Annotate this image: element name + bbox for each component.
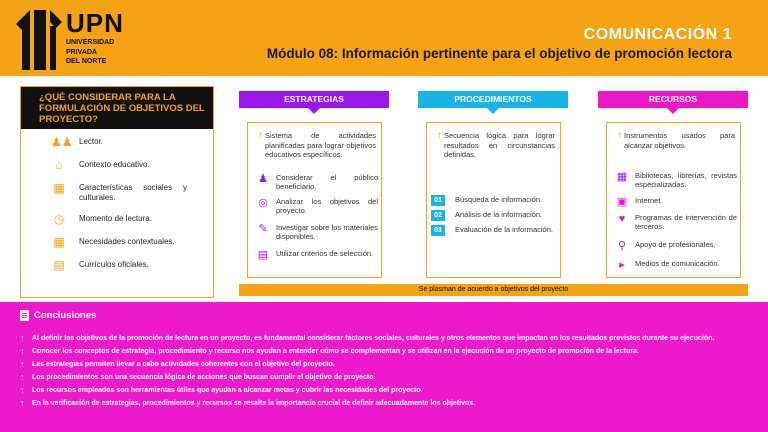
library-icon: ▦ — [616, 171, 628, 183]
conclusions-panel — [0, 302, 768, 432]
list-item: ◎ Analizar los objetivos del proyecto. — [256, 197, 378, 215]
logo-wordmark: UPN — [66, 8, 124, 38]
resources-intro: ↑ Instrumentos usados para alcanzar objetivos. — [617, 130, 735, 150]
arrow-up-icon: ↑ — [617, 130, 622, 141]
list-item: ♟ Considerar el público beneficiario. — [256, 173, 378, 191]
step-number: 02 — [431, 210, 445, 221]
procedures-panel — [426, 122, 561, 278]
step-number: 03 — [431, 225, 445, 236]
checklist-icon: ▤ — [257, 249, 269, 261]
upn-logo-mark-icon — [16, 10, 62, 70]
strategies-panel — [247, 122, 382, 278]
conclusions-list — [20, 334, 760, 412]
list-item: ▣ Internet. — [616, 196, 663, 208]
list-item: 01 Búsqueda de información. — [431, 195, 557, 206]
procedures-intro: ↑ Secuencia lógica para lograr resultados en circunstancias definidas. — [437, 130, 555, 159]
book-icon: ▤ — [53, 258, 65, 272]
list-item: ▦ Necesidades contextuales. — [21, 235, 213, 249]
list-item: ▸ Medios de comunicación. — [615, 259, 737, 271]
resources-panel — [606, 122, 741, 278]
module-title: Módulo 08: Información pertinente para el objetivo de promoción lectora — [266, 46, 732, 61]
buildings-icon: ▦ — [53, 181, 65, 195]
step-number: 01 — [431, 195, 445, 206]
header-banner — [0, 0, 768, 76]
list-item: ▦ Bibliotecas, librerías, revistas especializadas. — [616, 171, 737, 189]
hand-heart-icon: ♥ — [618, 213, 626, 225]
list-item: ✎ Investigar sobre los materiales disponibles. — [256, 223, 378, 241]
list-item: ⚲ Apoyo de profesionales. — [615, 240, 737, 252]
conclusions-heading: Conclusiones — [20, 310, 96, 321]
list-item: ♥ Programas de intervención de terceros. — [615, 213, 737, 231]
list-item: ◷ Momento de lectura. — [21, 212, 213, 226]
list-item: ↑ En la verificación de estrategias, procedimientos y recursos se resalta la importancia crucial de definir adecuadamente los objetivos. — [20, 398, 476, 408]
list-item: ↑ Al definir los objetivos de la promoción de lectura en un proyecto, es fundamental considerar factores sociales, culturales y otros elementos que impactan en los resultados previstos durante su ejecución. — [20, 333, 715, 343]
considerations-panel — [20, 86, 214, 298]
document-icon — [20, 310, 29, 321]
arrow-up-icon: ↑ — [20, 385, 25, 395]
strategies-intro: ↑ Sistema de actividades planificadas para lograr objetivos educativos específicos. — [258, 130, 376, 159]
resources-title: RECURSOS — [598, 91, 748, 108]
considerations-title: ¿QUÉ CONSIDERAR PARA LA FORMULACIÓN DE OBJETIVOS DEL PROYECTO? — [21, 87, 213, 129]
magnifier-icon: ⚲ — [617, 240, 627, 252]
procedures-title: PROCEDIMIENTOS — [418, 91, 568, 108]
arrow-up-icon: ↑ — [20, 398, 25, 408]
list-item: ↑ Los procedimientos son una secuencia lógica de acciones que buscan cumplir el objetivo de proyecto. — [20, 372, 376, 382]
arrow-up-icon: ↑ — [20, 346, 25, 356]
list-item: ♟♟ Lector. — [51, 135, 104, 149]
megaphone-icon: ▸ — [619, 259, 625, 271]
strategies-title: ESTRATEGIAS — [239, 91, 389, 108]
list-item: ▤ Currículos oficiales. — [21, 258, 213, 272]
list-item: ⌂ Contexto educativo. — [21, 158, 213, 172]
objectives-bar: Se plasman de acuerdo a objetivos del proyecto — [239, 284, 748, 296]
considerations-list — [21, 129, 213, 272]
arrow-up-icon: ↑ — [437, 130, 442, 141]
list-item: ▦ Características sociales y culturales. — [21, 181, 213, 203]
calendar-icon: ▦ — [53, 235, 65, 249]
alarm-clock-icon: ◷ — [53, 212, 65, 226]
arrow-up-icon: ↑ — [20, 359, 25, 369]
list-item: ↑ Las estrategias permiten llevar a cabo actividades coherentes con el objetivo del proyecto. — [20, 359, 335, 369]
logo-subtitle: UNIVERSIDAD PRIVADA DEL NORTE — [66, 39, 115, 65]
school-icon: ⌂ — [55, 158, 63, 172]
course-title: COMUNICACIÓN 1 — [583, 26, 732, 43]
arrow-up-icon: ↑ — [20, 333, 25, 343]
arrow-up-icon: ↑ — [258, 130, 263, 141]
target-icon: ◎ — [258, 197, 268, 209]
arrow-up-icon: ↑ — [20, 372, 25, 382]
list-item: ↑ Conocer los conceptos de estrategia, procedimiento y recurso nos ayudan a entender cómo se complementan y se utilizan en la ejecución de un proyecto de promoción de la lectura. — [20, 346, 639, 356]
list-item: 02 Análisis de la información. — [431, 210, 557, 221]
upn-logo — [16, 10, 126, 72]
list-item: ▤ Utilizar criterios de selección. — [257, 249, 374, 261]
audience-icon: ♟ — [258, 173, 268, 185]
list-item: 03 Evaluación de la información. — [431, 225, 557, 236]
monitor-icon: ▣ — [616, 196, 628, 208]
research-icon: ✎ — [258, 223, 268, 235]
list-item: ↑ Los recursos empleados son herramientas útiles que ayudan a alcanzar metas y cubrir las necesidades del proyecto. — [20, 385, 423, 395]
people-icon: ♟♟ — [51, 135, 73, 149]
